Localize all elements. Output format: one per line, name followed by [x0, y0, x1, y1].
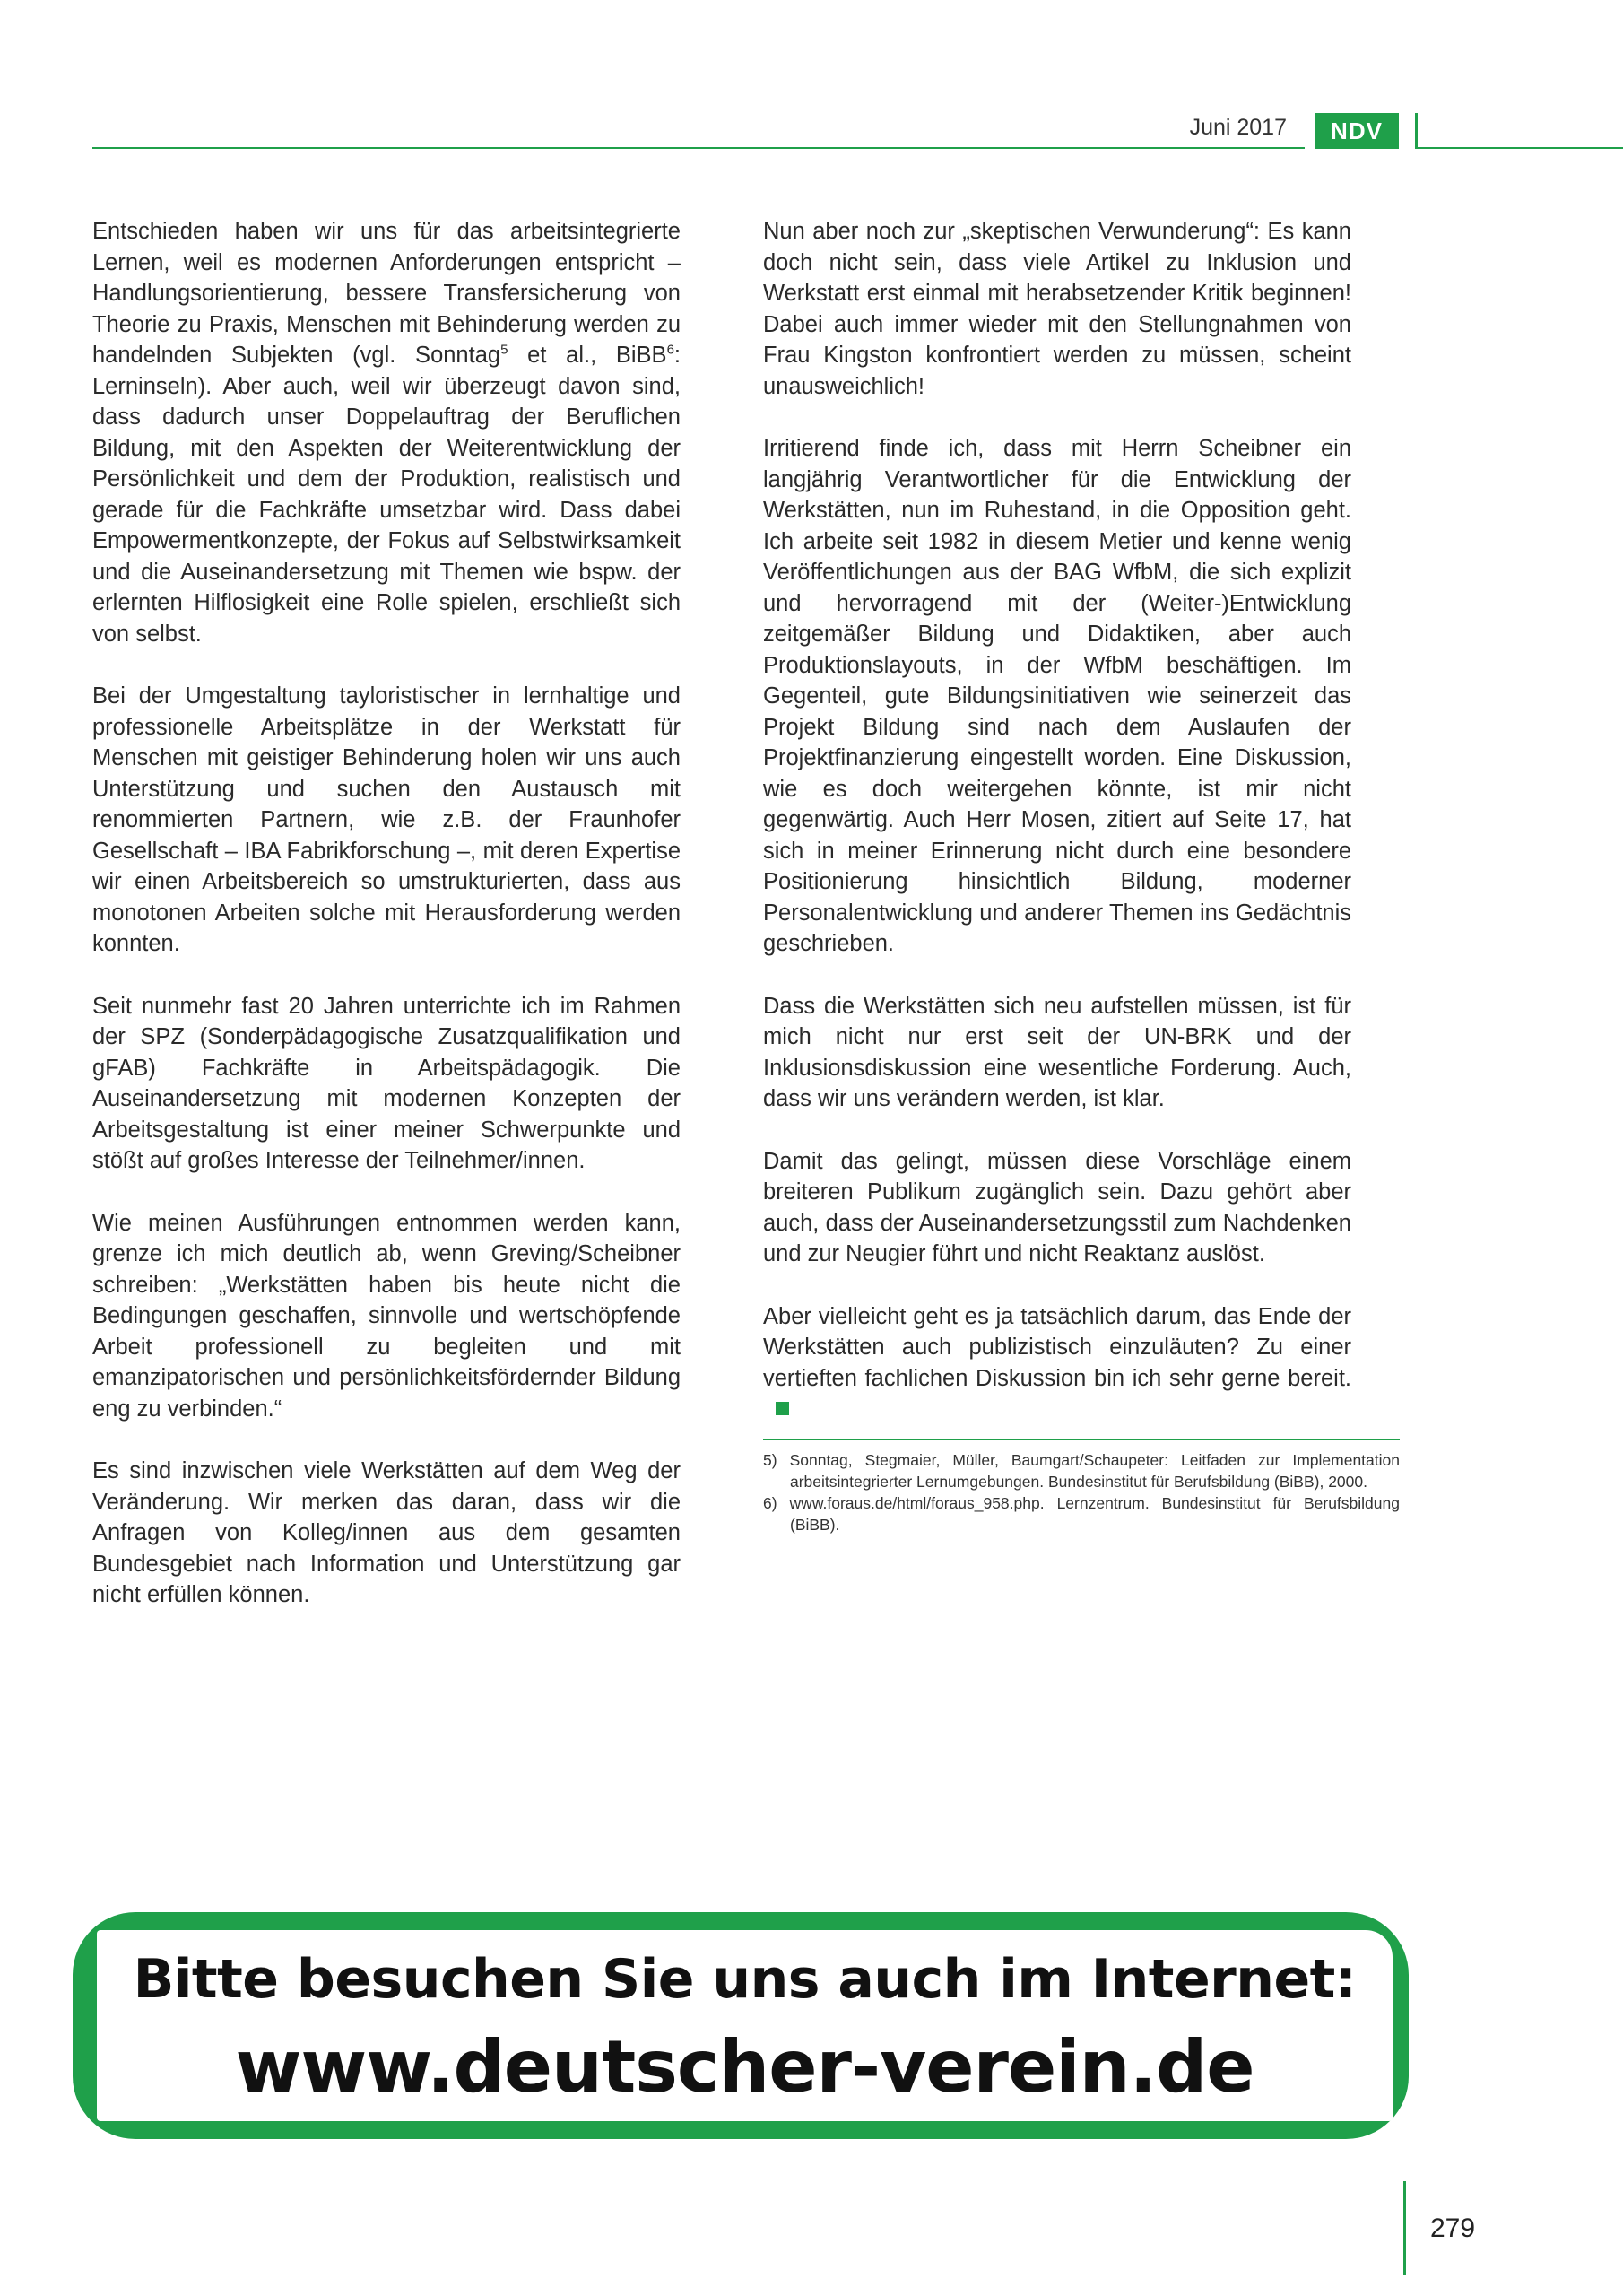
- banner-headline: Bitte besuchen Sie uns auch im Internet:: [133, 1948, 1357, 2011]
- journal-badge: NDV: [1315, 113, 1399, 149]
- header-rule-right: [1415, 147, 1623, 149]
- right-column: [763, 216, 1351, 1457]
- footnote-ref-5: 5: [500, 342, 508, 358]
- header-rule: [92, 147, 1305, 149]
- footnotes: [763, 1439, 1400, 1535]
- footnote-5: 5) Sonntag, Stegmaier, Müller, Baumgart/Schaupeter: Leitfaden zur Implementation arbeitsintegrierter Lernumgebungen. Bundesinstitut für Berufsbildung (BiBB), 2000.: [763, 1451, 1400, 1491]
- left-paragraph-5: Es sind inzwischen viele Werkstätten auf dem Weg der Veränderung. Wir merken das daran, dass wir die Anfragen von Kolleg/innen aus dem gesamten Bundesgebiet nach Information und Unterstützung gar nicht erfüllen können.: [92, 1458, 681, 1607]
- right-paragraph-2: Irritierend finde ich, dass mit Herrn Scheibner ein langjährig Verantwortlicher für die Entwicklung der Werkstätten, nun im Ruhestand, in die Opposition geht. Ich arbeite seit 1982 in diesem Metier und kenne wenig Veröffentlichungen aus der BAG WfbM, die sich explizit und hervorragend mit der (Weiter-)Entwicklung zeitgemäßer Bildung und Didaktiken, aber auch Produktionslayouts, in der WfbM beschäftigen. Im Gegenteil, gute Bildungsinitiativen wie seinerzeit das Projekt Bildung sind nach dem Auslaufen der Projektfinanzierung eingestellt worden. Eine Diskussion, wie es doch weitergehen könnte, ist mir nicht gegenwärtig. Auch Herr Mosen, zitiert auf Seite 17, hat sich in meiner Erinnerung nicht durch eine besondere Positionierung hinsichtlich Bildung, moderner Personalentwicklung und anderer Themen ins Gedächtnis geschrieben.: [763, 436, 1351, 956]
- banner-url[interactable]: www.deutscher-verein.de: [235, 2025, 1254, 2109]
- left-column: [92, 216, 681, 1642]
- footnote-ref-6: 6: [666, 342, 674, 358]
- page-rule: [1403, 2181, 1406, 2275]
- left-paragraph-2: Bei der Umgestaltung tayloristischer in lernhaltige und professionelle Arbeitsplätze in der Werkstatt für Menschen mit geistiger Behinderung holen wir uns auch Unterstützung und suchen den Austausch mit renommierten Partnern, wie z.B. der Fraunhofer Gesellschaft – IBA Fabrikforschung –, mit deren Expertise wir einen Arbeitsbereich so umstrukturierten, dass aus monotonen Arbeiten solche mit Herausforderung werden konnten.: [92, 683, 681, 956]
- right-paragraph-3: Dass die Werkstätten sich neu aufstellen müssen, ist für mich nicht nur erst seit der UN-BRK und der Inklusionsdiskussion eine wesentliche Forderung. Auch, dass wir uns verändern werden, ist klar.: [763, 993, 1351, 1111]
- header-tick: [1415, 113, 1418, 149]
- text-segment: : Lerninseln). Aber auch, weil wir überzeugt davon sind, dass dadurch unser Doppelauftrag der Beruflichen Bildung, mit den Aspekten der Weiterentwicklung der Persönlichkeit und dem der Produktion, realistisch und gerade für die Fachkräfte umsetzbar wird. Dass dabei Empowermentkonzepte, der Fokus auf Selbstwirksamkeit und die Auseinandersetzung mit Themen wie bspw. der erlernten Hilflosigkeit eine Rolle spielen, erschließt sich von selbst.: [92, 343, 681, 647]
- right-paragraph-1: Nun aber noch zur „skeptischen Verwunderung“: Es kann doch nicht sein, dass viele Artikel zu Inklusion und Werkstatt erst einmal mit herabsetzender Kritik beginnen! Dabei auch immer wieder mit den Stellungnahmen von Frau Kingston konfrontiert werden zu müssen, scheint unausweichlich!: [763, 219, 1351, 399]
- footnote-6: 6) www.foraus.de/html/foraus_958.php. Lernzentrum. Bundesinstitut für Berufsbildung (BiBB).: [763, 1494, 1400, 1534]
- page-number: 279: [1430, 2213, 1476, 2243]
- text-segment: Aber vielleicht geht es ja tatsächlich darum, das Ende der Werkstätten auch publizistisch einzuläuten? Zu einer vertieften fachlichen Diskussion bin ich sehr gerne bereit.: [763, 1303, 1351, 1391]
- left-paragraph-1: [92, 216, 681, 649]
- header-date: Juni 2017: [1189, 115, 1287, 140]
- text-segment: et al., BiBB: [508, 343, 667, 368]
- left-paragraph-3: Seit nunmehr fast 20 Jahren unterrichte ich im Rahmen der SPZ (Sonderpädagogische Zusatzqualifikation und gFAB) Fachkräfte in Arbeitspädagogik. Die Auseinandersetzung mit modernen Konzepten der Arbeitsgestaltung ist einer meiner Schwerpunkte und stößt auf großes Interesse der Teilnehmer/innen.: [92, 993, 681, 1173]
- right-paragraph-4: Damit das gelingt, müssen diese Vorschläge einem breiteren Publikum zugänglich sein. Dazu gehört aber auch, dass der Auseinandersetzungsstil zum Nachdenken und zur Neugier führt und nicht Reaktanz auslöst.: [763, 1148, 1351, 1266]
- right-paragraph-5: [763, 1301, 1351, 1425]
- left-paragraph-4: Wie meinen Ausführungen entnommen werden kann, grenze ich mich deutlich ab, wenn Greving/Scheibner schreiben: „Werkstätten haben bis heute nicht die Bedingungen geschaffen, sinnvolle und wertschöpfende Arbeit professionell zu begleiten und mit emanzipatorischen und persönlichkeitsfördernder Bildung eng zu verbinden.“: [92, 1210, 681, 1422]
- text-segment: Entschieden haben wir uns für das arbeitsintegrierte Lernen, weil es modernen Anforderungen entspricht – Handlungsorientierung, bessere Transfersicherung von Theorie zu Praxis, Menschen mit Behinderung werden zu handelnden Subjekten (vgl. Sonntag: [92, 219, 681, 368]
- end-mark-icon: [776, 1402, 789, 1415]
